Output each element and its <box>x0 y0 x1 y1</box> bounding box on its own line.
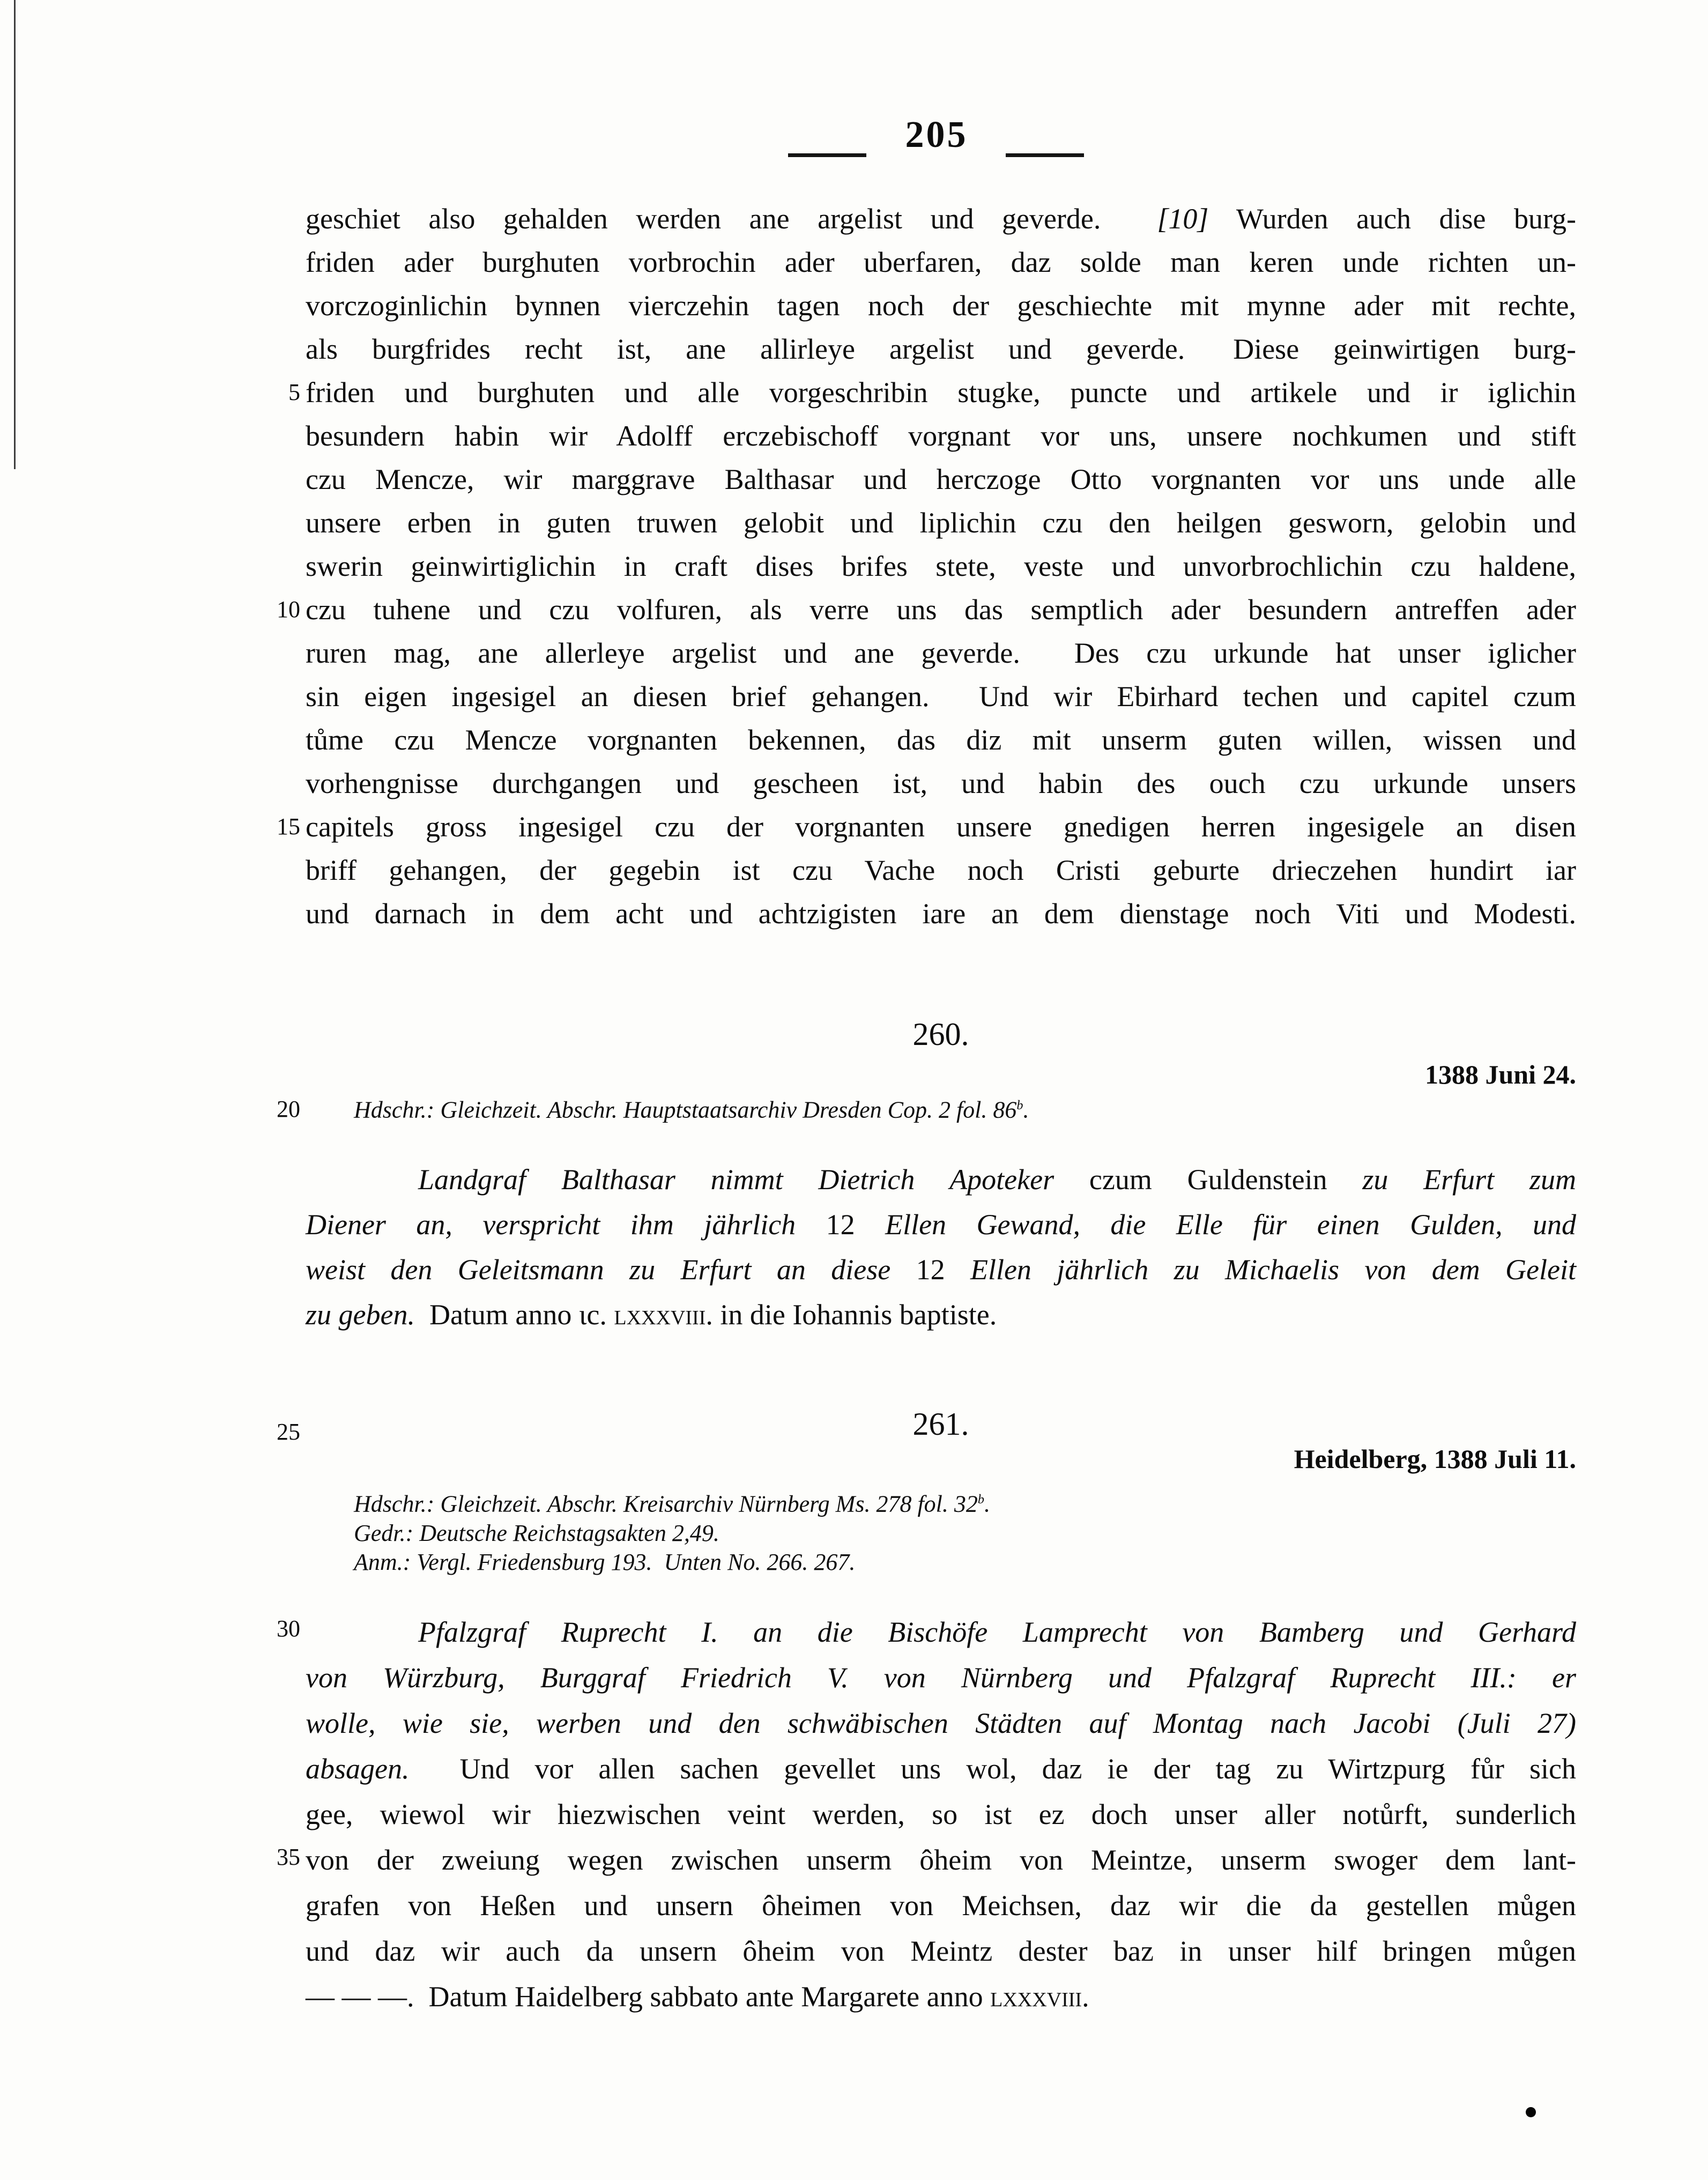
margin-line-number: 25 <box>277 1419 300 1445</box>
regest-line: und daz wir auch da unsern ôheim von Meintz dester baz in unser hilf bringen můgen <box>306 1935 1576 1967</box>
text-line: als burgfrides recht ist, ane allirleye argelist und geverde. Diese geinwirtigen burg- <box>306 333 1576 365</box>
source-reference-line: Hdschr.: Gleichzeit. Abschr. Kreisarchiv Nürnberg Ms. 278 fol. 32$^b$. <box>354 1491 990 1517</box>
entry-date-261: Heidelberg, 1388 Juli 11. <box>1294 1444 1576 1474</box>
regest-line: von Würzburg, Burggraf Friedrich V. von Nürnberg und Pfalzgraf Ruprecht III.: er <box>306 1662 1576 1694</box>
regest-line: Landgraf Balthasar nimmt Dietrich Apoteker czum Guldenstein zu Erfurt zum <box>418 1163 1576 1196</box>
text-line: czu tuhene und czu volfuren, als verre uns das semptlich ader besundern antreffen ader <box>306 594 1576 626</box>
regest-line: — — —. Datum Haidelberg sabbato ante Margarete anno lxxxviii. <box>306 1981 1089 2013</box>
text-line: capitels gross ingesigel czu der vorgnanten unsere gnedigen herren ingesigele an disen <box>306 811 1576 843</box>
regest-line: wolle, wie sie, werben und den schwäbischen Städten auf Montag nach Jacobi (Juli 27) <box>306 1707 1576 1739</box>
source-reference-line: Gedr.: Deutsche Reichstagsakten 2,49. <box>354 1519 719 1546</box>
scan-artifact-ink-dot <box>1526 2107 1536 2117</box>
margin-line-number: 5 <box>288 379 300 405</box>
source-reference-line: Hdschr.: Gleichzeit. Abschr. Hauptstaatsarchiv Dresden Cop. 2 fol. 86$^b$. <box>354 1096 1029 1123</box>
page-number-rule-right <box>1006 153 1084 157</box>
regest-line: Diener an, verspricht ihm jährlich 12 Ellen Gewand, die Elle für einen Gulden, und <box>306 1208 1577 1241</box>
regest-summary-260 <box>306 1157 1576 1337</box>
text-line: vorczoginlichin bynnen vierczehin tagen noch der geschiechte mit mynne ader mit rechte, <box>306 290 1576 322</box>
text-line: czu Mencze, wir marggrave Balthasar und herczoge Otto vorgnanten vor uns unde alle <box>306 463 1576 495</box>
regest-line: weist den Geleitsmann zu Erfurt an diese 12 Ellen jährlich zu Michaelis von dem Geleit <box>306 1254 1577 1286</box>
text-line: tůme czu Mencze vorgnanten bekennen, das diz mit unserm guten willen, wissen und <box>306 724 1576 756</box>
text-line: geschiet also gehalden werden ane argelist und geverde. [10] Wurden auch dise burg- <box>306 203 1576 235</box>
source-reference-line: Anm.: Vergl. Friedensburg 193. Unten No. 266. 267. <box>354 1548 856 1575</box>
entry-number-260: 260. <box>912 1017 969 1052</box>
scan-artifact-edge-line <box>14 0 16 469</box>
regest-line: zu geben. Datum anno ɩc. lxxxviii. in die Iohannis baptiste. <box>306 1299 997 1331</box>
text-line: vorhengnisse durchgangen und gescheen ist, und habin des ouch czu urkunde unsers <box>306 767 1576 799</box>
text-line: ruren mag, ane allerleye argelist und ane geverde. Des czu urkunde hat unser iglicher <box>306 637 1576 669</box>
regest-summary-261 <box>306 1610 1576 2020</box>
margin-line-number: 20 <box>277 1096 300 1122</box>
text-line: friden ader burghuten vorbrochin ader uberfaren, daz solde man keren unde richten un- <box>306 246 1576 278</box>
text-line: swerin geinwirtiglichin in craft dises brifes stete, veste und unvorbrochlichin czu haldene, <box>306 550 1576 582</box>
entry-date-260: 1388 Juni 24. <box>1424 1059 1576 1089</box>
charter-text-paragraph <box>306 197 1576 936</box>
margin-line-number: 35 <box>277 1844 300 1870</box>
regest-line: Pfalzgraf Ruprecht I. an die Bischöfe Lamprecht von Bamberg und Gerhard <box>418 1616 1576 1648</box>
margin-line-number: 15 <box>277 813 300 840</box>
page-number: 205 <box>905 114 968 155</box>
regest-line: gee, wiewol wir hiezwischen veint werden, so ist ez doch unser aller notůrft, sunderlich <box>306 1798 1576 1830</box>
margin-line-number: 30 <box>277 1615 300 1642</box>
text-line: unsere erben in guten truwen gelobit und liplichin czu den heilgen gesworn, gelobin und <box>306 507 1576 539</box>
source-reference-260 <box>354 1091 1587 1125</box>
regest-line: absagen. Und vor allen sachen gevellet uns wol, daz ie der tag zu Wirtzpurg fůr sich <box>306 1753 1576 1785</box>
regest-line: von der zweiung wegen zwischen unserm ôheim von Meintze, unserm swoger dem lant- <box>306 1844 1576 1876</box>
entry-number-261: 261. <box>912 1406 969 1442</box>
text-line: besundern habin wir Adolff erczebischoff vorgnant vor uns, unsere nochkumen und stift <box>306 420 1576 452</box>
text-line: briff gehangen, der gegebin ist czu Vache noch Cristi geburte drieczehen hundirt iar <box>306 854 1576 886</box>
regest-line: grafen von Heßen und unsern ôheimen von Meichsen, daz wir die da gestellen můgen <box>306 1889 1576 1922</box>
source-reference-261 <box>354 1485 1587 1577</box>
text-line: friden und burghuten und alle vorgeschribin stugke, puncte und artikele und ir iglichin <box>306 376 1576 409</box>
text-line: und darnach in dem acht und achtzigisten iare an dem dienstage noch Viti und Modesti. <box>306 898 1576 930</box>
text-line: sin eigen ingesigel an diesen brief gehangen. Und wir Ebirhard techen und capitel czum <box>306 680 1576 713</box>
margin-line-number: 10 <box>277 596 300 622</box>
